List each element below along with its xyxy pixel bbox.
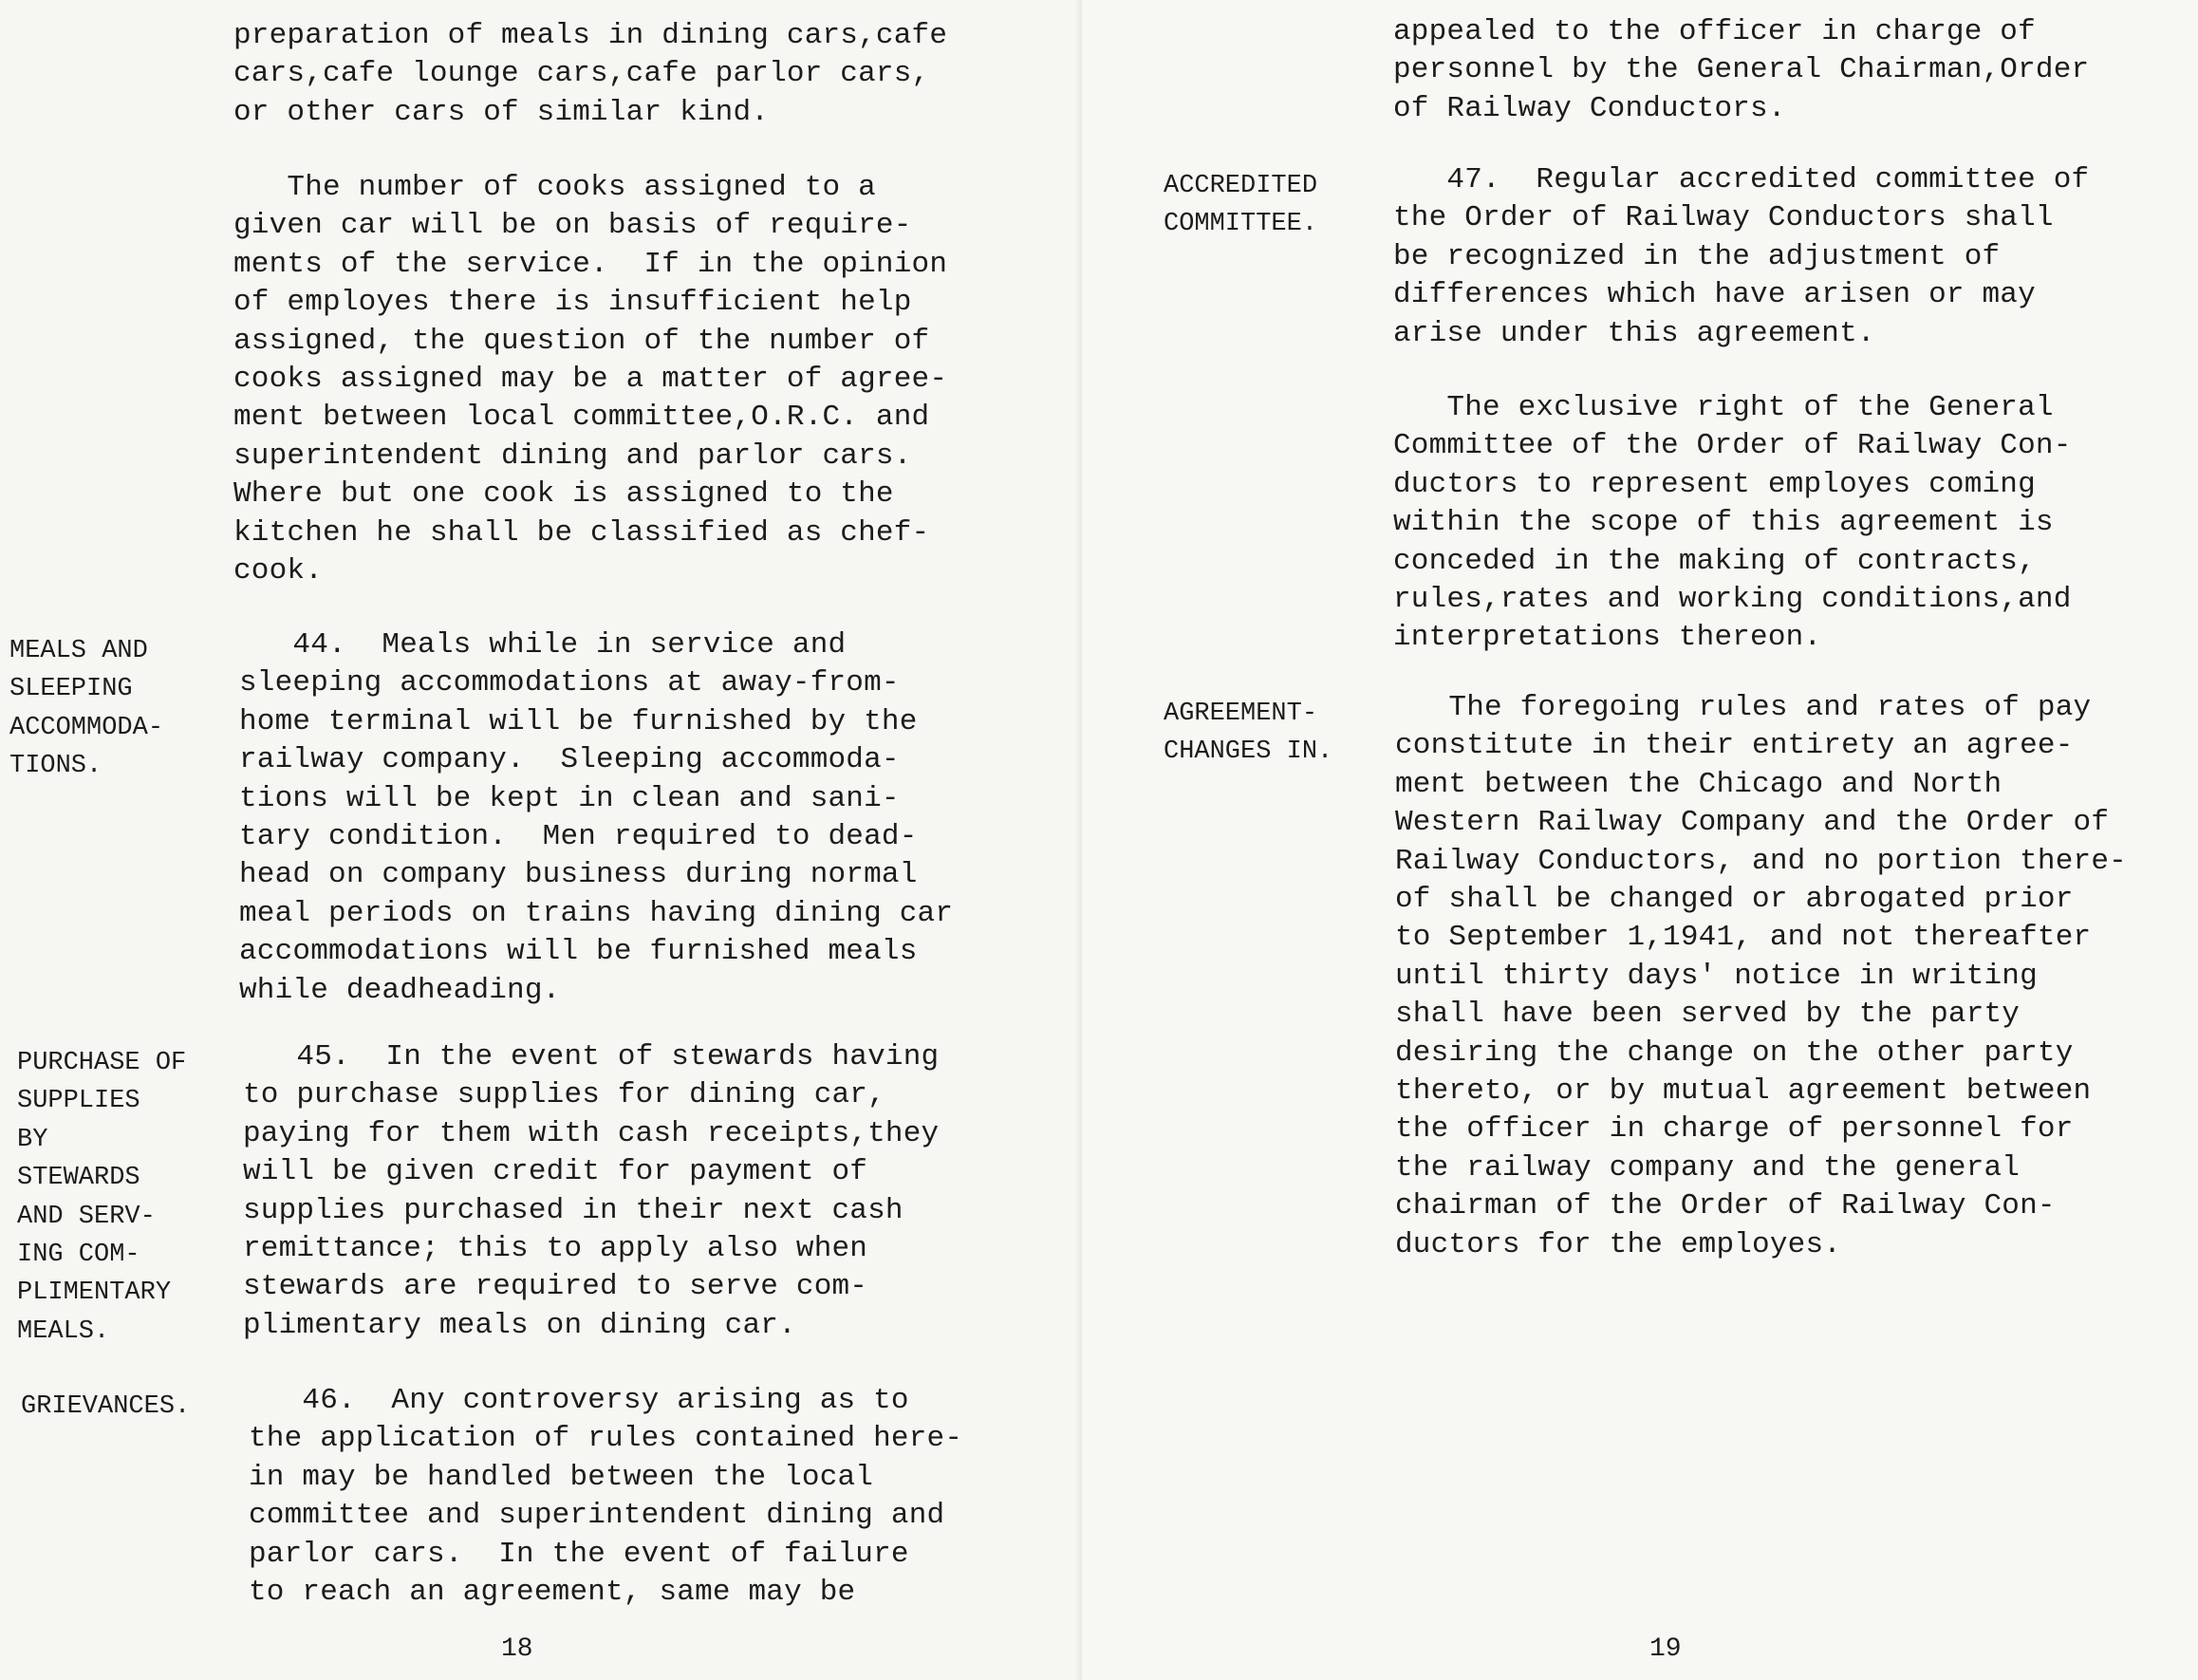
side-label-accredited-committee: ACCREDITED COMMITTEE.	[1164, 172, 1318, 239]
side-label-meals-and-sleeping: MEALS AND SLEEPING ACCOMMODA- TIONS.	[9, 637, 164, 781]
rule-44-meals-and-sleeping: 44. Meals while in service and sleeping accommodations at away-from- home terminal will be furnished by the railway company. Sleeping accommoda- tions will be kept in clean and sani- tary condition. Men required to dead- head on company business during normal meal periods on trains having dining car accommodations will be furnished meals while deadheading.	[239, 628, 954, 1007]
page-number-left: 18	[501, 1634, 533, 1664]
rule-45-purchase-of-supplies: 45. In the event of stewards having to purchase supplies for dining car, paying for them with cash receipts,they will be given credit for payment of supplies purchased in their next cash remittance; this to apply also when stewards are required to serve com- plimentary meals on dining car.	[243, 1040, 940, 1342]
side-label-grievances: GRIEVANCES.	[21, 1392, 191, 1421]
paragraph-cooks-assigned: The number of cooks assigned to a given car will be on basis of require- ments of the service. If in the opinion of employes there is insufficient help assigned, the question of the number of cooks assigned may be a matter of agree- ment between local committee,O.R.C. and superintendent dining and parlor cars. Where but one cook is assigned to the kitchen he shall be classified as chef- cook.	[233, 171, 948, 588]
side-label-agreement-changes: AGREEMENT- CHANGES IN.	[1164, 700, 1333, 767]
page-number-right: 19	[1649, 1634, 1682, 1664]
rule-46-grievances: 46. Any controversy arising as to the application of rules contained here- in may be handled between the local committee and superintendent dining and parlor cars. In the event of failure to reach an agreement, same may be	[249, 1384, 963, 1610]
rule-47-accredited-committee: 47. Regular accredited committee of the Order of Railway Conductors shall be recognized in the adjustment of differences which have arisen or may arise under this agreement.	[1393, 163, 2090, 350]
paragraph-meal-preparation-continued: preparation of meals in dining cars,cafe cars,cafe lounge cars,cafe parlor cars, or other cars of similar kind.	[233, 19, 948, 129]
paragraph-agreement-changes: The foregoing rules and rates of pay constitute in their entirety an agree- ment between the Chicago and North Western Railway Company and the Order of Railway Conductors, and no portion there- of shall be changed or abrogated prior to September 1,1941, and not thereafter until thirty days' notice in writing shall have been served by the party desiring the change on the other party thereto, or by mutual agreement between the officer in charge of personnel for the railway company and the general chairman of the Order of Railway Con- ductors for the employes.	[1395, 691, 2127, 1261]
paragraph-appeal-continued: appealed to the officer in charge of personnel by the General Chairman,Order of Railway Conductors.	[1393, 15, 2090, 125]
left-page	[0, 0, 1082, 1680]
paragraph-exclusive-right: The exclusive right of the General Committee of the Order of Railway Con- ductors to represent employes coming within the scope of this agreement is conceded in the making of contracts, rules,rates and working conditions,and interpretations thereon.	[1393, 391, 2072, 655]
side-label-purchase-of-supplies: PURCHASE OF SUPPLIES BY STEWARDS AND SERV- ING COM- PLIMENTARY MEALS.	[17, 1049, 187, 1346]
right-page	[1082, 0, 2198, 1680]
